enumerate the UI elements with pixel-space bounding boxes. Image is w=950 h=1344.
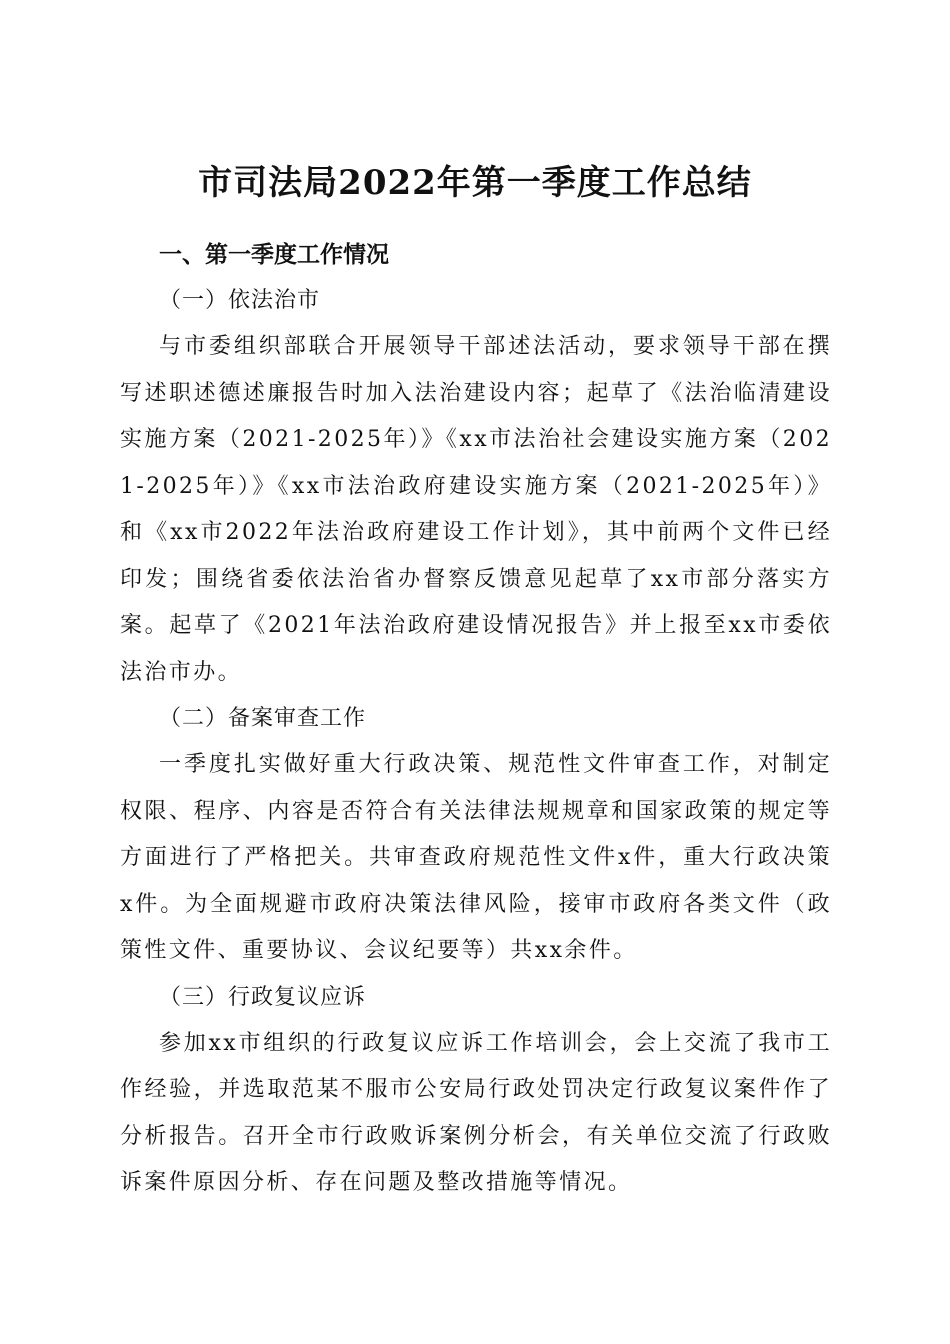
document-body	[120, 232, 832, 1207]
document-title: 市司法局2022年第一季度工作总结	[198, 162, 752, 203]
paragraph-2: 一季度扎实做好重大行政决策、规范性文件审查工作，对制定权限、程序、内容是否符合有关法律法规规章和国家政策的规定等方面进行了严格把关。共审查政府规范性文件x件，重大行政决策x件。为全面规避市政府决策法律风险，接审市政府各类文件（政策性文件、重要协议、会议纪要等）共xx余件。	[120, 752, 832, 963]
paragraph-3: 参加xx市组织的行政复议应诉工作培训会，会上交流了我市工作经验，并选取范某不服市公安局行政处罚决定行政复议案件作了分析报告。召开全市行政败诉案例分析会，有关单位交流了行政败诉案件原因分析、存在问题及整改措施等情况。	[120, 1030, 832, 1195]
subsection-heading-3: （三）行政复议应诉	[159, 984, 367, 1010]
paragraph-1: 与市委组织部联合开展领导干部述法活动，要求领导干部在撰写述职述德述廉报告时加入法治建设内容；起草了《法治临清建设实施方案（2021-2025年）》《xx市法治社会建设实施方案（2021-2025年）》《xx市法治政府建设实施方案（2021-2025年）》和《xx市2022年法治政府建设工作计划》，其中前两个文件已经印发；围绕省委依法治省办督察反馈意见起草了xx市部分落实方案。起草了《2021年法治政府建设情况报告》并上报至xx市委依法治市办。	[120, 334, 832, 685]
subsection-heading-1: （一）依法治市	[159, 288, 321, 313]
section-heading: 一、第一季度工作情况	[159, 242, 389, 268]
subsection-heading-2: （二）备案审查工作	[159, 706, 367, 731]
